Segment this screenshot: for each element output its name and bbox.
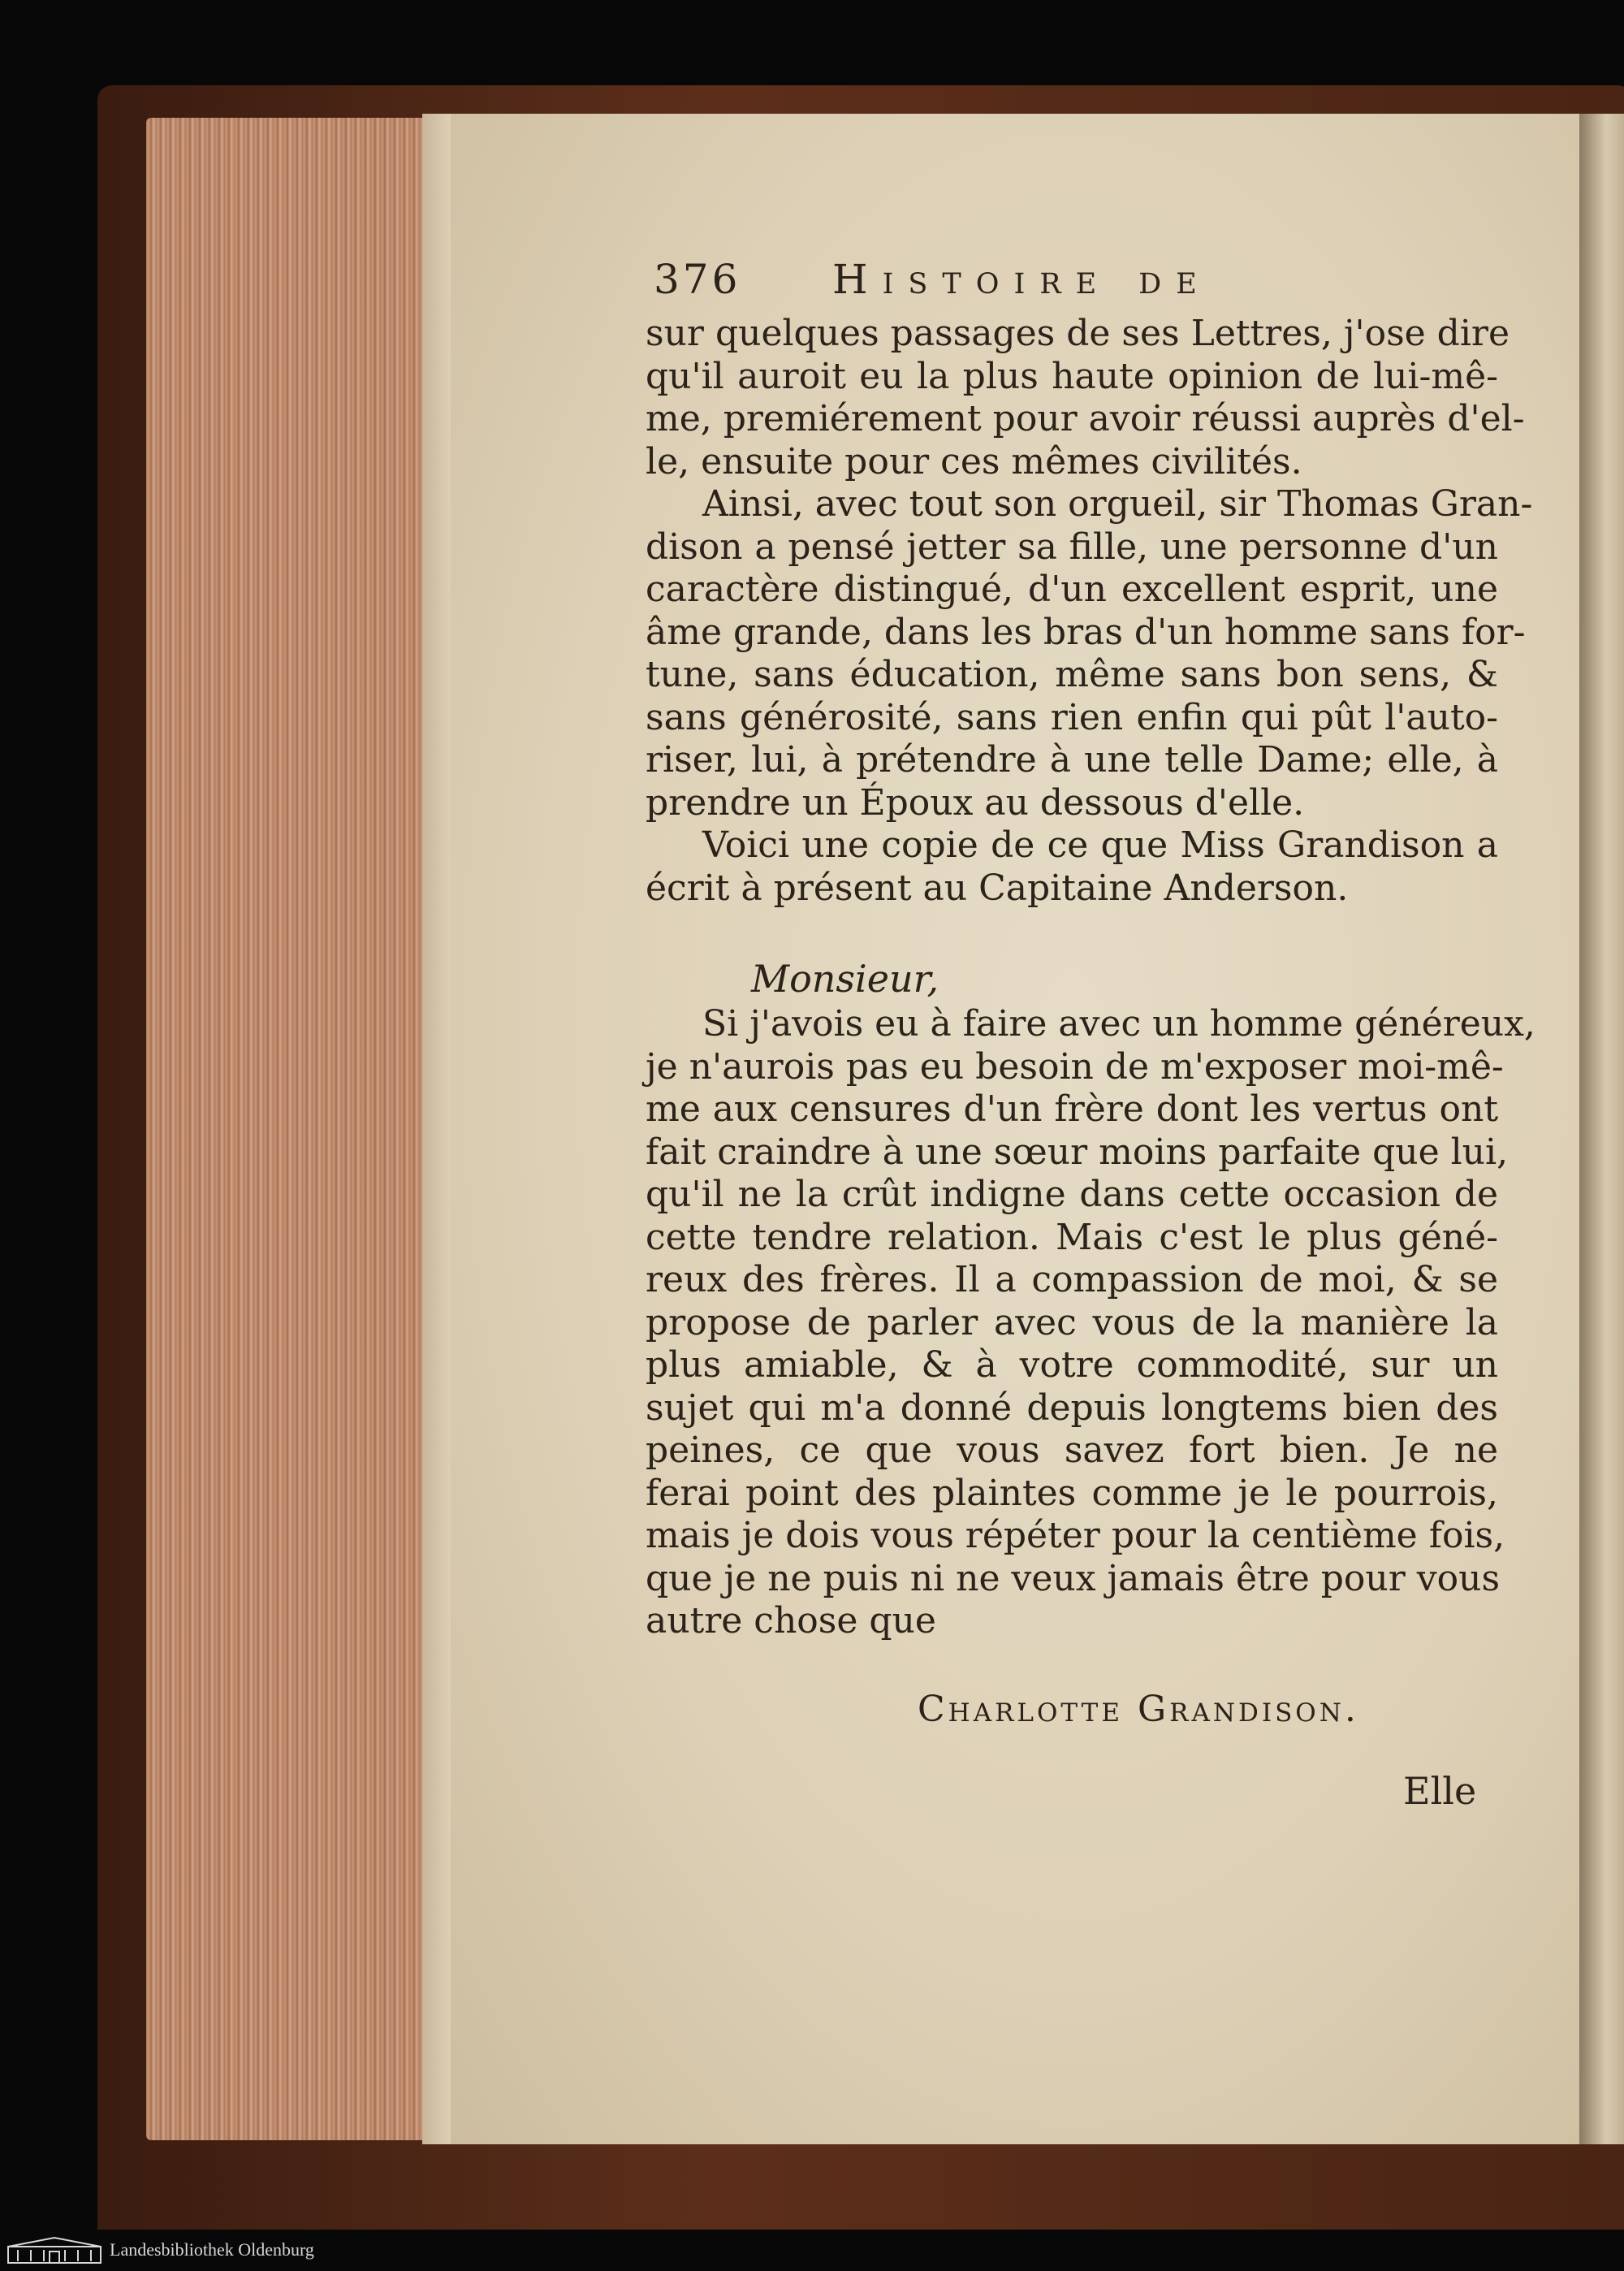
text-line: écrit à présent au Capitaine Anderson. [646, 867, 1349, 909]
text-line: autre chose que [646, 1600, 936, 1642]
text-line: caractère distingué, d'un excellent esprit, une [646, 569, 1498, 610]
text-line: peines, ce que vous savez fort bien. Je ne [646, 1430, 1498, 1471]
page-block-edges [146, 118, 455, 2140]
text-line: me aux censures d'un frère dont les vertus ont [646, 1088, 1498, 1130]
library-building-icon [6, 2235, 102, 2265]
text-line: âme grande, dans les bras d'un homme sans for- [646, 611, 1526, 653]
letter-signature: Charlotte Grandison. [918, 1689, 1359, 1730]
page-number: 376 [654, 256, 741, 303]
text-line: qu'il auroit eu la plus haute opinion de lui-mê- [646, 355, 1498, 397]
text-line: tune, sans éducation, même sans bon sens, & [646, 654, 1498, 695]
text-line: propose de parler avec vous de la manière la [646, 1301, 1498, 1343]
text-line: fait craindre à une sœur moins parfaite que lui, [646, 1131, 1509, 1173]
running-title: Histoire de [832, 256, 1212, 303]
book-gutter [1579, 114, 1624, 2144]
library-name: Landesbibliothek Oldenburg [110, 2239, 314, 2260]
text-line: que je ne puis ni ne veux jamais être pour vous [646, 1557, 1501, 1599]
catchword: Elle [1403, 1769, 1477, 1813]
text-line: Voici une copie de ce que Miss Grandison a [702, 824, 1498, 866]
text-line: le, ensuite pour ces mêmes civilités. [646, 440, 1302, 482]
letter-text [646, 1003, 1535, 1643]
text-line: Si j'avois eu à faire avec un homme généreux, [702, 1003, 1535, 1045]
text-line: reux des frères. Il a compassion de moi, & se [646, 1259, 1498, 1300]
text-line: Ainsi, avec tout son orgueil, sir Thomas Gran- [702, 483, 1533, 525]
text-line: me, premiérement pour avoir réussi auprès d'el- [646, 398, 1525, 439]
text-line: ferai point des plaintes comme je le pourrois, [646, 1472, 1498, 1514]
text-line: dison a pensé jetter sa fille, une personne d'un [646, 526, 1498, 568]
text-line: sans générosité, sans rien enfin qui pût l'auto- [646, 696, 1498, 738]
text-line: qu'il ne la crût indigne dans cette occasion de [646, 1174, 1498, 1215]
text-line: riser, lui, à prétendre à une telle Dame; elle, à [646, 739, 1498, 781]
body-text [646, 313, 1533, 910]
letter-salutation: Monsieur, [751, 957, 939, 1001]
text-line: mais je dois vous répéter pour la centième fois, [646, 1515, 1505, 1556]
text-line: plus amiable, & à votre commodité, sur un [646, 1344, 1498, 1386]
running-head [654, 256, 1482, 305]
text-line: sujet qui m'a donné depuis longtems bien des [646, 1386, 1498, 1429]
text-line: cette tendre relation. Mais c'est le plus géné- [646, 1216, 1498, 1258]
text-line: sur quelques passages de ses Lettres, j'ose dire [646, 313, 1510, 354]
text-line: je n'aurois pas eu besoin de m'exposer moi-mê- [646, 1045, 1504, 1088]
text-line: prendre un Époux au dessous d'elle. [646, 781, 1305, 824]
